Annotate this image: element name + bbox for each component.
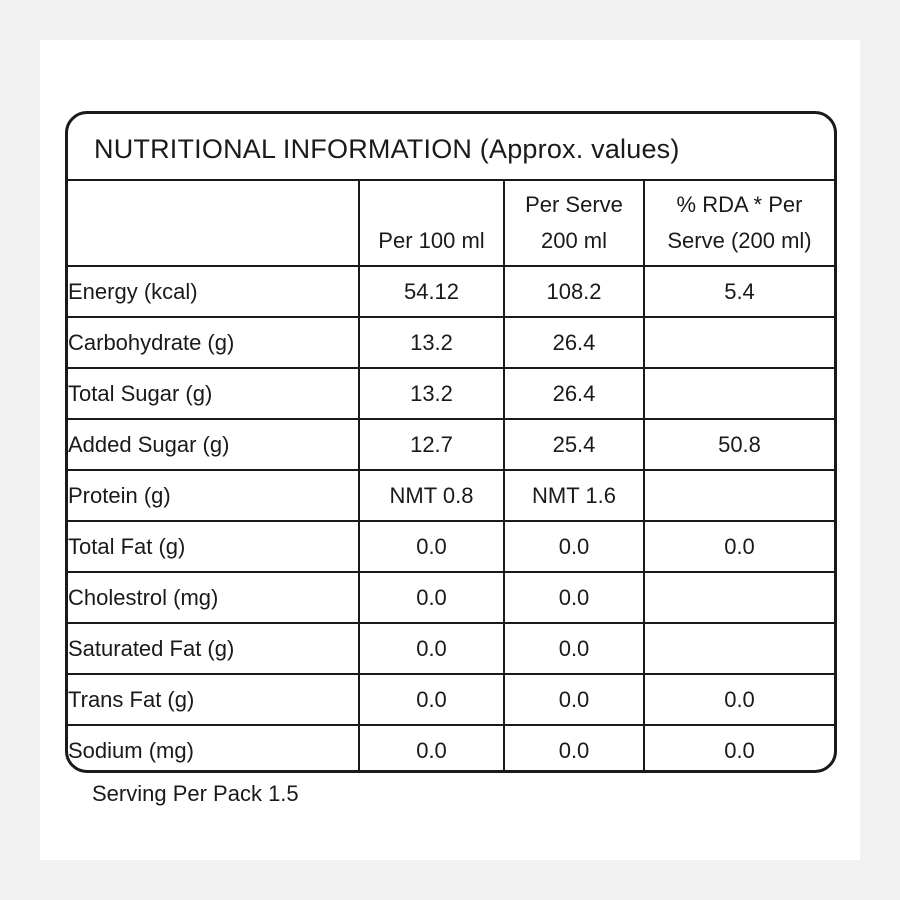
value-per-100ml: 0.0	[359, 572, 504, 623]
nutrient-name: Added Sugar (g)	[68, 419, 359, 470]
table-row	[68, 725, 834, 773]
table-row	[68, 470, 834, 521]
value-rda	[644, 317, 834, 368]
header-per-100ml-label: Per 100 ml	[378, 228, 485, 253]
header-rda-line2: Serve (200 ml)	[667, 228, 812, 253]
header-rda-line1: % RDA * Per	[676, 192, 803, 217]
table-row	[68, 623, 834, 674]
value-rda	[644, 572, 834, 623]
table-row	[68, 674, 834, 725]
table-row	[68, 419, 834, 470]
value-per-100ml: 13.2	[359, 368, 504, 419]
header-per-serve	[504, 181, 644, 266]
header-per-100ml	[359, 181, 504, 266]
value-per-100ml: 12.7	[359, 419, 504, 470]
header-row	[68, 181, 834, 266]
nutrient-name: Saturated Fat (g)	[68, 623, 359, 674]
value-per-100ml: 0.0	[359, 674, 504, 725]
header-per-serve-line2: 200 ml	[540, 228, 608, 253]
value-per-100ml: 0.0	[359, 725, 504, 773]
value-per-serve: 0.0	[504, 674, 644, 725]
value-per-100ml: 54.12	[359, 266, 504, 317]
value-rda: 5.4	[644, 266, 834, 317]
value-per-serve: 0.0	[504, 623, 644, 674]
value-per-serve: 108.2	[504, 266, 644, 317]
header-rda	[644, 181, 834, 266]
value-per-serve: 0.0	[504, 521, 644, 572]
nutrient-name: Total Fat (g)	[68, 521, 359, 572]
value-rda: 0.0	[724, 738, 755, 763]
table-row	[68, 368, 834, 419]
nutrient-name: Energy (kcal)	[68, 266, 359, 317]
value-per-serve: 0.0	[504, 572, 644, 623]
serving-per-pack: Serving Per Pack 1.5	[92, 781, 299, 806]
nutrient-name: Sodium (mg)	[68, 725, 359, 773]
nutrient-name: Total Sugar (g)	[68, 368, 359, 419]
value-per-serve: 0.0	[504, 725, 644, 773]
value-per-serve: 26.4	[504, 317, 644, 368]
table-title: NUTRITIONAL INFORMATION (Approx. values)	[68, 114, 834, 181]
value-per-100ml: NMT 0.8	[359, 470, 504, 521]
nutrition-table	[68, 181, 834, 773]
nutrient-name: Trans Fat (g)	[68, 674, 359, 725]
value-rda	[644, 470, 834, 521]
nutrient-name: Protein (g)	[68, 470, 359, 521]
value-rda: 0.0	[644, 521, 834, 572]
value-per-serve: 25.4	[504, 419, 644, 470]
nutrient-name: Carbohydrate (g)	[68, 317, 359, 368]
value-per-100ml: 0.0	[359, 521, 504, 572]
table-row	[68, 317, 834, 368]
table-row	[68, 521, 834, 572]
nutrient-name: Cholestrol (mg)	[68, 572, 359, 623]
value-rda: 50.8	[644, 419, 834, 470]
value-per-serve: NMT 1.6	[504, 470, 644, 521]
table-row	[68, 572, 834, 623]
value-rda: 0.0	[644, 674, 834, 725]
value-per-100ml: 0.0	[359, 623, 504, 674]
header-nutrient	[68, 181, 359, 266]
value-per-serve: 26.4	[504, 368, 644, 419]
value-rda	[644, 368, 834, 419]
nutrition-table-box	[65, 111, 837, 773]
value-per-100ml: 13.2	[359, 317, 504, 368]
header-per-serve-line1: Per Serve	[525, 192, 623, 217]
value-rda	[644, 623, 834, 674]
table-row	[68, 266, 834, 317]
